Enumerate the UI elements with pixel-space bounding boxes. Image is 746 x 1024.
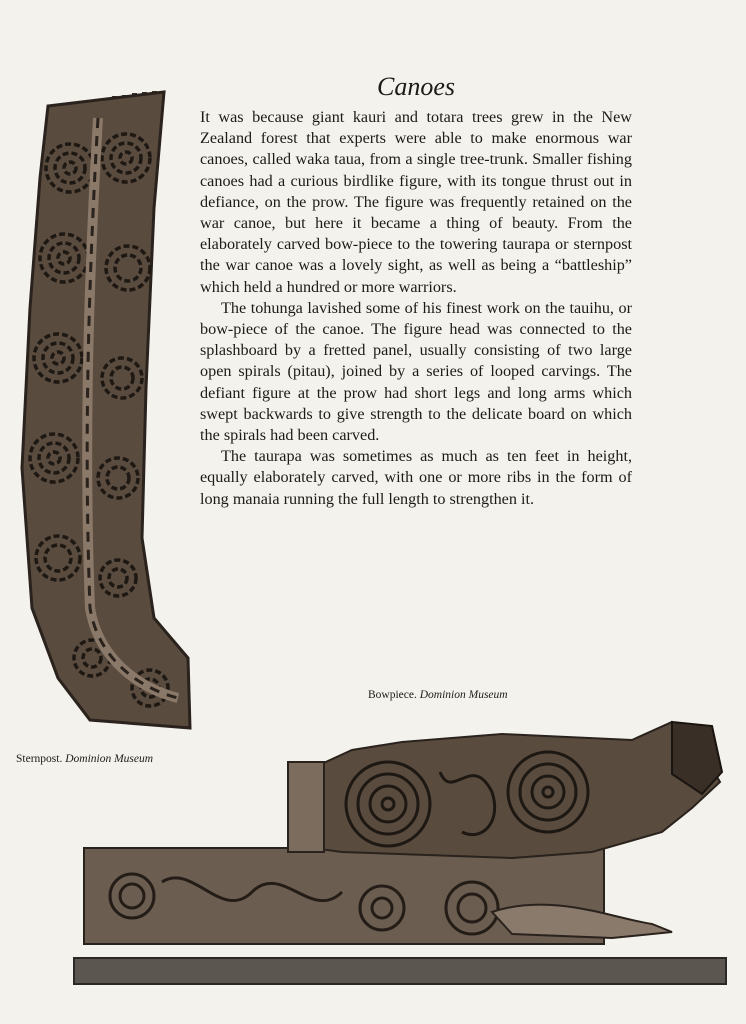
bowpiece-arm	[492, 905, 672, 938]
sternpost-caption-label: Sternpost.	[16, 753, 63, 765]
bowpiece-splashboard	[304, 722, 720, 858]
paragraph-1: It was because giant kauri and totara trees grew in the New Zealand forest that experts were able to make enormous war canoes, called waka taua, from a single tree-trunk. Smaller fishing canoes had a curious birdlike figure, with its tongue thrust out in defiance, on the prow. The figure was frequently retained on the war canoe, but here it became a thing of beauty. From the elaborately carved bow-piece to the towering taurapa or sternpost the war canoe was a lovely sight, as well as being a “battleship” which held a hundred or more warriors.	[200, 108, 632, 296]
bowpiece-caption	[368, 689, 508, 701]
page-title: Canoes	[377, 72, 455, 101]
bowpiece-caption-source: Dominion Museum	[419, 689, 508, 701]
paragraph-3: The taurapa was sometimes as much as ten feet in height, equally elaborately carved, with one or more ribs in the form of long manaia running the full length to strengthen it.	[200, 447, 632, 508]
paragraph-2: The tohunga lavished some of his finest work on the tauihu, or bow-piece of the canoe. The figure head was connected to the splashboard by a fretted panel, usually consisting of two large open spirals (pitau), joined by a series of looped carvings. The defiant figure at the prow had short legs and long arms which swept backwards to give strength to the delicate board on which the spirals had been carved.	[200, 298, 632, 445]
bowpiece-photo	[72, 712, 728, 994]
sternpost-caption-source: Dominion Museum	[65, 753, 154, 765]
display-plinth	[74, 958, 726, 984]
sternpost-photo	[18, 88, 194, 733]
splashboard-post	[288, 762, 324, 852]
body-text	[200, 107, 632, 510]
bowpiece-caption-label: Bowpiece.	[368, 689, 417, 701]
